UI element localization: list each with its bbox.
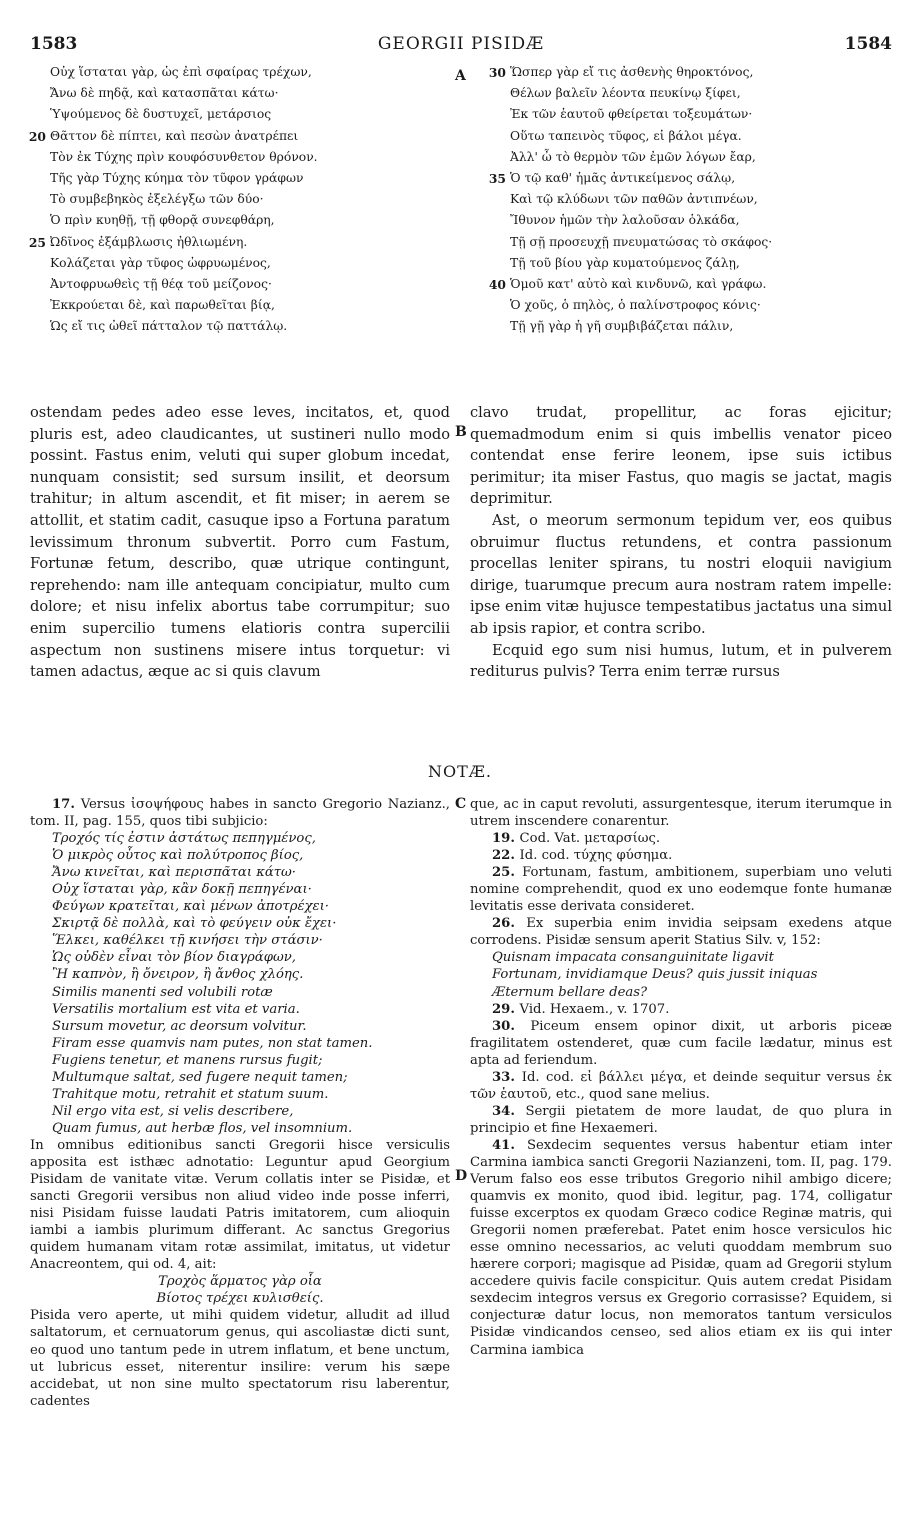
note-17-conclusion: Pisida vero aperte, ut mihi quidem videtur, alludit ad illud saltatorum, et cernuatorum genus, qui ascoliastæ dicti sunt, eo quod uno tantum pede in utrem inflatum, et bene unctum, ut lubricus esset, niterentur insilire: verum his sæpe accidebat, ut non sine multo spectatorum risu laberentur, cadentes — [30, 1308, 450, 1409]
verse-text: Τῇ σῇ προσευχῇ πνευματώσας τὸ σκάφος· — [510, 234, 773, 249]
verse-text: Ἴθυνον ἡμῶν τὴν λαλοῦσαν ὁλκάδα, — [510, 213, 740, 228]
gregory-greek-quote — [30, 830, 450, 983]
margin-letter-b: B — [455, 424, 467, 440]
margin-letter-c: C — [455, 796, 467, 812]
quote-line: Sursum movetur, ac deorsum volvitur. — [52, 1018, 307, 1034]
verse-line — [50, 147, 450, 168]
quote-line: Σκιρτᾷ δὲ πολλὰ, καὶ τὸ φεύγειν οὐκ ἔχει· — [52, 916, 337, 932]
verse-text: Ἐκ τῶν ἑαυτοῦ φθείρεται τοξευμάτων· — [510, 107, 753, 122]
note — [470, 1001, 892, 1018]
line-number: 35 — [488, 171, 506, 187]
verse-line — [28, 232, 450, 253]
verse-text: Ἐκκρούεται δὲ, καὶ παρωθεῖται βίᾳ, — [50, 298, 275, 313]
note — [470, 1069, 892, 1103]
quote-line: Βίοτος τρέχει κυλισθείς. — [156, 1291, 324, 1307]
quote-line: Fugiens tenetur, et manens rursus fugit; — [52, 1052, 323, 1068]
quote-line: Ἢ καπνὸν, ἢ ὄνειρον, ἢ ἄνθος χλόης. — [52, 967, 304, 983]
line-number: 25 — [28, 234, 46, 250]
quote-line: Quam fumus, aut herbæ flos, vel insomnium. — [52, 1120, 353, 1136]
note-17-continued: In omnibus editionibus sancti Gregorii hisce versiculis apposita est isthæc adnotatio: Leguntur apud Georgium Pisidam de vanitate vitæ. Verum collatis inter se Pisidæ, et sancti Gregorii versibus non aliud video inde posse inferri, nisi Pisidam fuisse laudati Patris imitatorem, cum alioquin iambi a iambis plurimum differant. Ac sanctus Gregorius quidem humanam vitam rotæ assimilat, imitatus, ut videtur Anacreontem, qui od. 4, ait: — [30, 1137, 450, 1273]
margin-letter-a: A — [455, 68, 466, 84]
verse-line — [510, 126, 910, 147]
quote-line: Ἄνω κινεῖται, καὶ περισπᾶται κάτω· — [52, 865, 296, 881]
quote-line: Trahitque motu, retrahit et statum suum. — [52, 1086, 329, 1102]
quote-line: Ὁ μικρὸς οὗτος καὶ πολύτροπος βίος, — [52, 848, 304, 864]
verse-text: Κολάζεται γὰρ τῦφος ὠφρυωμένος, — [50, 255, 271, 270]
note-text: Vid. Hexaem., v. 1707. — [519, 1001, 670, 1017]
quote-line: Nil ergo vita est, si velis describere, — [52, 1103, 294, 1119]
note-number: 33. — [492, 1069, 522, 1085]
page-header — [30, 34, 892, 56]
verse-line — [488, 168, 910, 189]
note-text: Ex superbia enim invidia seipsam exedens atque corrodens. Pisidæ sensum aperit Statius Silv. v, 152: — [470, 916, 892, 949]
verse-text: Ὡς εἴ τις ὠθεῖ πάτταλον τῷ παττάλῳ. — [50, 319, 288, 334]
verse-line — [50, 83, 450, 104]
verse-line — [488, 274, 910, 295]
verse-line — [50, 210, 450, 231]
quote-line: Firam esse quamvis nam putes, non stat tamen. — [52, 1035, 373, 1051]
latin-paragraph: Ast, o meorum sermonum tepidum ver, eos quibus obruimur fluctus retundens, et contra passionum procellas leniter spirans, tu nostri eloquii navigium dirige, tuarumque precum aura nostram ratem impelle: ipse enim vitæ hujusce tempestatibus jactatus una simul ab ipsis rapior, et contra scribo. — [470, 511, 892, 637]
verse-text: Ὁ πρὶν κυηθῇ, τῇ φθορᾷ συνεφθάρη, — [50, 213, 275, 228]
quote-line: Ὡς οὐδὲν εἶναι τὸν βίον διαγράφων, — [52, 950, 296, 966]
verse-text: Ὁ χοῦς, ὁ πηλὸς, ὁ παλίνστροφος κόνις· — [510, 298, 761, 313]
quote-line: Similis manenti sed volubili rotæ — [52, 984, 273, 1000]
note-number: 29. — [492, 1001, 520, 1017]
verse-text: Ὑψούμενος δὲ δυστυχεῖ, μετάρσιος — [50, 107, 272, 122]
latin-paragraph: ostendam pedes adeo esse leves, incitatos, et, quod pluris est, adeo claudicantes, ut sustineri nullo modo possint. Fastus enim, veluti qui super globum incedat, nunquam consistit; sed sursum insilit, et deorsum trahitur; in altum ascendit, et fit miser; in aerem se attollit, et statim cadit, casuque ipso a Fortuna paratum levissimum thronum subvertit. Porro cum Fastum, Fortunæ fetum, describo, quæ utrique contingunt, reprehendo: nam ille antequam concipiatur, multo cum dolore; et nisu infelix abortus tabe corrumpitur; suo enim supercilio tumens elatioris contra supercilii aspectum non sustinens misere intus torquetur: vi tamen adactus, æque ac si quis clavum — [30, 404, 450, 681]
note-text: Sergii pietatem de more laudat, de quo plura in principio et fine Hexaemeri. — [470, 1103, 892, 1136]
verse-line — [50, 274, 450, 295]
quote-line: Æternum bellare deas? — [492, 984, 648, 1000]
verse-line — [510, 232, 910, 253]
verse-text: Οὕτω ταπεινὸς τῦφος, εἰ βάλοι μέγα. — [510, 128, 742, 143]
note-text: Piceum ensem opinor dixit, ut arboris piceæ fragilitatem ostenderet, quæ cum facile lædatur, minus est apta ad feriendum. — [470, 1018, 892, 1068]
note — [470, 1137, 892, 1359]
quote-line: Τροχός τίς ἐστιν ἀστάτως πεπηγμένος, — [52, 831, 316, 847]
line-number: 40 — [488, 277, 506, 293]
quote-line: Τροχὸς ἅρματος γὰρ οἷα — [158, 1274, 322, 1290]
line-number: 30 — [488, 65, 506, 80]
quote-line: Οὐχ ἵσταται γὰρ, κἂν δοκῇ πεπηγέναι· — [52, 882, 312, 898]
verse-line — [50, 62, 450, 83]
verse-text: Ὠδῖνος ἐξάμβλωσις ἠθλιωμένη. — [50, 234, 248, 249]
note-number: 26. — [492, 916, 527, 932]
verse-text: Ἄνω δὲ πηδᾷ, καὶ κατασπᾶται κάτω· — [50, 86, 279, 101]
verse-line — [50, 316, 450, 337]
running-title: GEORGII PISIDÆ — [377, 34, 545, 54]
greek-verse-right — [488, 62, 910, 338]
verse-text: Ἀντοφρυωθεὶς τῇ θέᾳ τοῦ μείζονος· — [50, 277, 272, 292]
verse-text: Τὸν ἐκ Τύχης πρὶν κουφόσυνθετον θρόνον. — [50, 149, 318, 164]
latin-translation-left — [30, 402, 450, 683]
latin-paragraph: clavo trudat, propellitur, ac foras ejicitur; quemadmodum enim si quis imbellis venator piceo contendat ense ferire leonem, ipse suis ictibus perimitur; ita miser Fastus, quo magis se jactat, magis deprimitur. — [470, 404, 892, 508]
verse-line — [50, 253, 450, 274]
verse-line — [50, 189, 450, 210]
quote-line: Versatilis mortalium est vita et varia. — [52, 1001, 300, 1017]
note-number: 25. — [492, 865, 523, 881]
notes-heading: NOTÆ. — [428, 762, 492, 781]
verse-line — [488, 62, 910, 83]
notes-right-column — [470, 796, 892, 1359]
verse-text: Τῇ τοῦ βίου γὰρ κυματούμενος ζάλῃ, — [510, 255, 740, 270]
verse-text: Ὁ τῷ καθ' ἡμᾶς ἀντικείμενος σάλῳ, — [510, 171, 736, 186]
note-number: 30. — [492, 1018, 531, 1034]
verse-text: Ἀλλ' ὦ τὸ θερμὸν τῶν ἐμῶν λόγων ἔαρ, — [510, 149, 756, 164]
verse-text: Τὸ συμβεβηκὸς ἐξελέγξω τῶν δύο· — [50, 192, 264, 207]
quote-line: Ἕλκει, καθέλκει τῇ κινήσει τὴν στάσιν· — [52, 933, 323, 949]
verse-line — [50, 295, 450, 316]
verse-line — [510, 316, 910, 337]
verse-text: Τῇ γῇ γὰρ ἡ γῆ συμβιβάζεται πάλιν, — [510, 319, 734, 334]
verse-line — [510, 210, 910, 231]
note-text: Sexdecim sequentes versus habentur etiam inter Carmina iambica sancti Gregorii Nazianzeni, tom. II, pag. 179. Verum falso eos esse tributos Gregorio nihil ambigo dicere; quamvis ex monito, quod ibid. legitur, pag. 174, colligatur fuisse excerptos ex quodam Græco codice Reginæ matris, qui Gregorii nomen præferebat. Patet enim hosce versiculos hic esse omnino necessarios, ac veluti quoddam membrum suo hærere corpori; magisque ad Pisidæ, quam ad Gregorii stylum accedere quivis facile conspicitur. Quis autem credat Pisidam sexdecim integros versus ex Gregorio corrasisse? Equidem, si conjecturæ datur locus, non memoratos tantum versiculos Pisidæ vindicandos censeo, sed alios etiam ex iis qui inter Carmina iambica — [470, 1137, 892, 1358]
verse-line — [50, 168, 450, 189]
verse-text: Θέλων βαλεῖν λέοντα πευκίνῳ ξίφει, — [510, 86, 741, 101]
note — [470, 796, 892, 830]
note-text: Cod. Vat. μεταρσίως. — [519, 831, 661, 847]
latin-paragraph: Ecquid ego sum nisi humus, lutum, et in pulverem rediturus pulvis? Terra enim terræ rursus — [470, 641, 892, 681]
verse-line — [28, 126, 450, 147]
note-text: Versus ἰσοψήφους habes in sancto Gregorio Nazianz., tom. II, pag. 155, quos tibi subjicio: — [30, 797, 450, 830]
quote-line: Quisnam impacata consanguinitate ligavit — [492, 950, 774, 966]
note-number: 22. — [492, 848, 520, 864]
note — [470, 1103, 892, 1137]
verse-text: Οὐχ ἵσταται γὰρ, ὡς ἐπὶ σφαίρας τρέχων, — [50, 65, 312, 79]
latin-translation-right — [470, 402, 892, 683]
verse-line — [510, 253, 910, 274]
note-number: 19. — [492, 831, 520, 847]
note-number: 17. — [52, 797, 75, 812]
note-text: Id. cod. εἰ βάλλει μέγα, et deinde sequitur versus ἐκ τῶν ἑαυτοῦ, etc., quod sane melius. — [470, 1069, 892, 1102]
note — [470, 847, 892, 864]
page-number-right: 1584 — [844, 34, 892, 54]
note-text: Id. cod. τύχης φύσημα. — [519, 848, 673, 864]
verse-text: Θᾶττον δὲ πίπτει, καὶ πεσὼν ἀνατρέπει — [50, 128, 299, 143]
anacreon-quote — [30, 1273, 450, 1307]
verse-line — [510, 295, 910, 316]
note — [470, 830, 892, 847]
note-number: 34. — [492, 1103, 526, 1119]
verse-line — [510, 83, 910, 104]
line-number: 20 — [28, 128, 46, 144]
greek-verse-left — [28, 62, 450, 338]
note-17 — [30, 796, 450, 830]
verse-text: Καὶ τῷ κλύδωνι τῶν παθῶν ἀντιπνέων, — [510, 192, 758, 207]
verse-text: Ὥσπερ γὰρ εἴ τις ἀσθενὴς θηροκτόνος, — [510, 65, 754, 79]
note-text: que, ac in caput revoluti, assurgentesque, iterum iterumque in utrem inscendere conarentur. — [470, 797, 892, 830]
note — [470, 1018, 892, 1069]
quote-line: Fortunam, invidiamque Deus? quis jussit iniquas — [492, 967, 818, 983]
page-number-left: 1583 — [30, 34, 78, 54]
quote-line: Multumque saltat, sed fugere nequit tamen; — [52, 1069, 348, 1085]
note-number: 41. — [492, 1137, 527, 1153]
margin-letter-d: D — [455, 1168, 468, 1184]
quote-line: Φεύγων κρατεῖται, καὶ μένων ἀποτρέχει· — [52, 899, 329, 915]
verse-line — [50, 104, 450, 125]
gregory-latin-quote — [30, 984, 450, 1137]
verse-line — [510, 147, 910, 168]
verse-text: Ὁμοῦ κατ' αὐτὸ καὶ κινδυνῶ, καὶ γράφω. — [510, 277, 767, 292]
verse-line — [510, 104, 910, 125]
note — [470, 864, 892, 915]
note-text: Fortunam, fastum, ambitionem, superbiam uno veluti nomine comprehendit, quod ex uno eodemque fonte humanæ levitatis esse derivata consideret. — [470, 865, 892, 915]
verse-line — [510, 189, 910, 210]
note — [470, 915, 892, 949]
notes-left-column — [30, 796, 450, 1410]
verse-text: Τῆς γὰρ Τύχης κύημα τὸν τῦφον γράφων — [50, 171, 304, 186]
